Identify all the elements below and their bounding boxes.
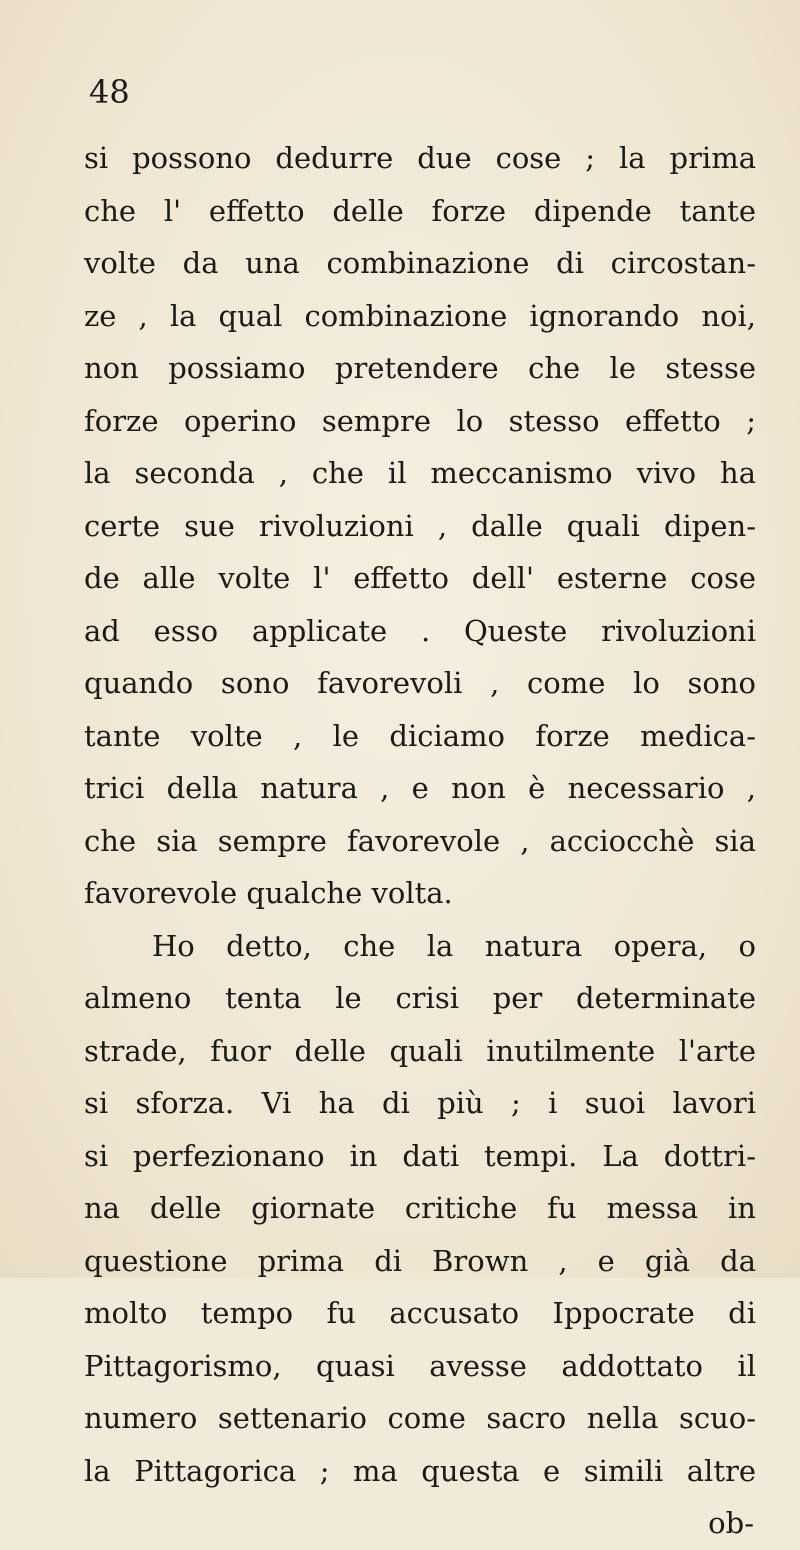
page-number: 48 (89, 73, 130, 111)
text-line: si sforza. Vi ha di più ; i suoi lavori (84, 1086, 756, 1120)
text-line: quando sono favorevoli , come lo sono (84, 666, 756, 700)
body-text (84, 132, 756, 1550)
text-line: non possiamo pretendere che le stesse (84, 351, 756, 385)
text-line: tante volte , le diciamo forze medica- (84, 718, 756, 753)
text-line: numero settenario come sacro nella scuo- (84, 1401, 756, 1435)
text-line: che l' effetto delle forze dipende tante (84, 193, 756, 228)
text-line: la seconda , che il meccanismo vivo ha (84, 456, 756, 490)
text-line: volte da una combinazione di circostan- (84, 246, 756, 280)
text-line: si possono dedurre due cose ; la prima (84, 141, 756, 175)
text-line: che sia sempre favorevole , acciocchè sia (84, 823, 756, 858)
catchword: ob- (708, 1506, 754, 1540)
text-line: ze , la qual combinazione ignorando noi, (84, 298, 756, 333)
text-line: almeno tenta le crisi per determinate (84, 981, 756, 1015)
text-line: de alle volte l' effetto dell' esterne cose (84, 561, 756, 595)
text-line: trici della natura , e non è necessario , (84, 771, 756, 805)
text-line: strade, fuor delle quali inutilmente l'arte (84, 1033, 756, 1068)
text-line: forze operino sempre lo stesso effetto ; (84, 403, 756, 438)
text-line: questione prima di Brown , e già da (84, 1243, 756, 1278)
paragraph-start-line: Ho detto, che la natura opera, o (152, 928, 756, 963)
text-line: certe sue rivoluzioni , dalle quali dipen- (84, 508, 756, 543)
text-line: molto tempo fu accusato Ippocrate di (84, 1296, 756, 1330)
text-line: ad esso applicate . Queste rivoluzioni (84, 613, 756, 648)
text-line: la Pittagorica ; ma questa e simili altre (84, 1453, 756, 1488)
text-line: na delle giornate critiche fu messa in (84, 1191, 756, 1225)
text-line: si perfezionano in dati tempi. La dottri- (84, 1138, 756, 1173)
paragraph-end-line: favorevole qualche volta. (84, 876, 453, 910)
text-line: Pittagorismo, quasi avesse addottato il (84, 1348, 756, 1383)
